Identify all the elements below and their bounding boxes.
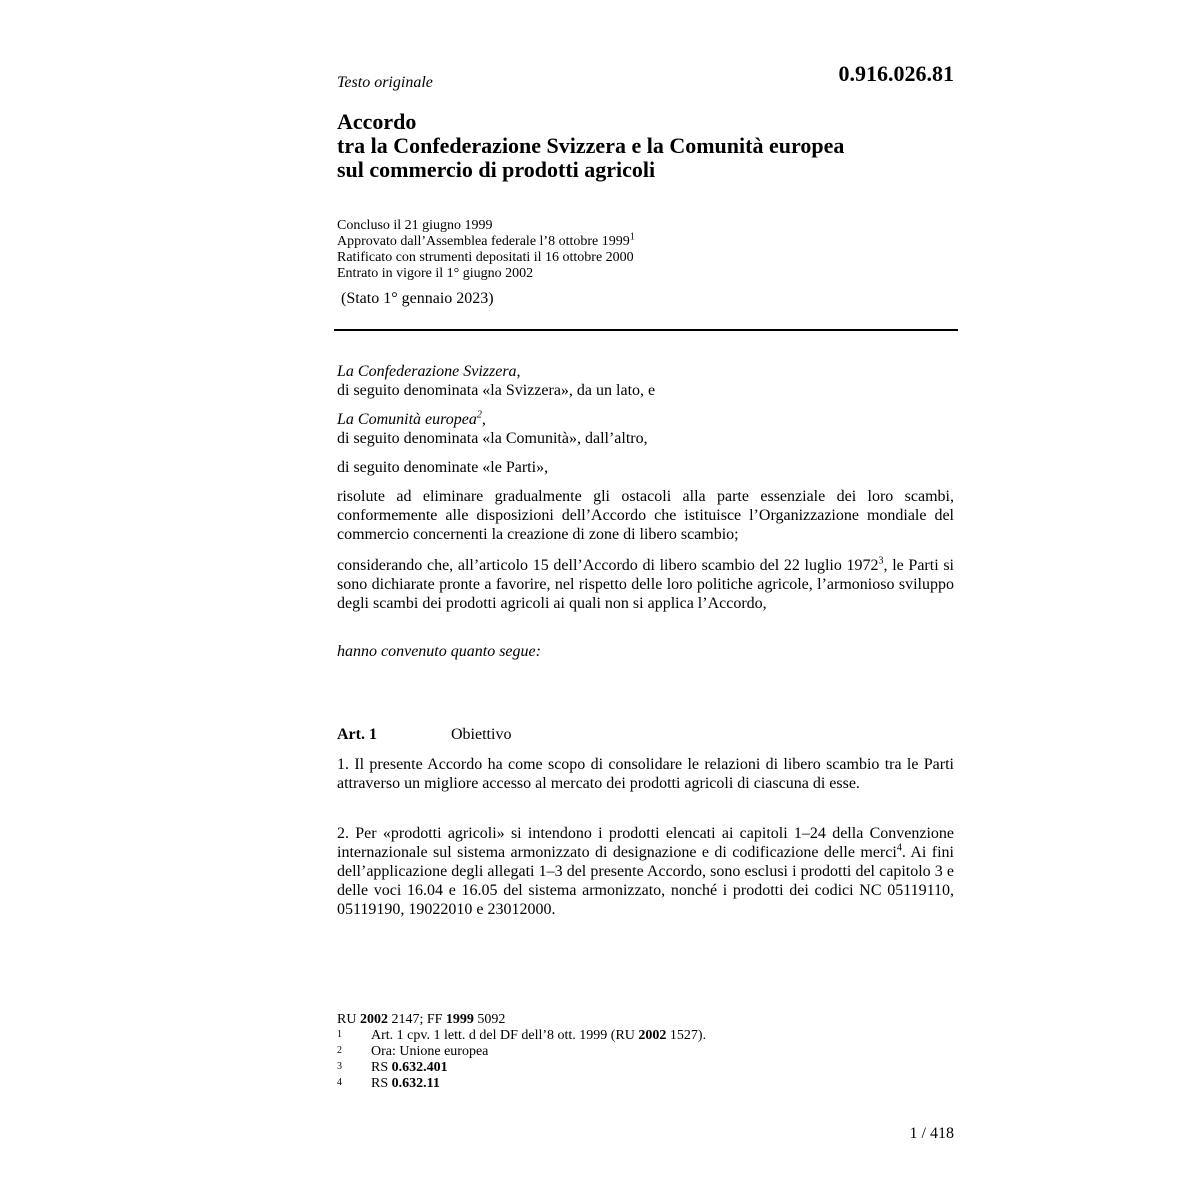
party-2 xyxy=(337,410,954,448)
agreed-clause: hanno convenuto quanto segue: xyxy=(337,643,541,660)
party-2-name: La Comunità europea$^2$, xyxy=(337,409,486,428)
title-line-2: tra la Confederazione Svizzera e la Comunità europea xyxy=(337,133,845,158)
resolved-clause: risolute ad eliminare gradualmente gli ostacoli alla parte essenziale dei loro scambi, conformemente alle disposizioni dell’Accordo che istituisce l’Organizzazione mondiale del commercio concernenti la creazione di zone di libero scambio; xyxy=(337,488,954,543)
footnote-4: 4 RS 0.632.11 xyxy=(337,1076,440,1091)
considering-clause: considerando che, all’articolo 15 dell’Accordo di libero scambio del 22 luglio 1972$^3$, le Parti si sono dichiarate pronte a favorire, nel rispetto delle loro politiche agricole, l’armonioso sviluppo degli scambi dei prodotti agricoli ai quali non si applica l’Accordo, xyxy=(337,555,955,612)
document-label: Testo originale xyxy=(337,74,433,91)
footnote-1: 1 Art. 1 cpv. 1 lett. d del DF dell’8 ott. 1999 (RU 2002 1527). xyxy=(337,1028,707,1043)
party-1 xyxy=(337,362,954,400)
footnotes xyxy=(337,1012,706,1092)
footnote-ref-4[interactable]: 4 xyxy=(896,842,902,854)
article-1-paragraph-1: 1. Il presente Accordo ha come scopo di consolidare le relazioni di libero scambio tra le Parti attraverso un migliore accesso al mercato dei prodotti agricoli di ciascuna di esse. xyxy=(337,756,954,792)
publication-reference: RU 2002 2147; FF 1999 5092 xyxy=(337,1012,506,1027)
article-1-heading xyxy=(337,726,511,744)
party-2-desc: di seguito denominata «la Comunità», dall’altro, xyxy=(337,430,648,447)
document-metadata xyxy=(337,218,635,282)
article-1-paragraph-2: 2. Per «prodotti agricoli» si intendono i prodotti elencati ai capitoli 1–24 della Convenzione internazionale sul sistema armonizzato di designazione e di codificazione delle merci$^4$. Ai fini dell’applicazione degli allegati 1–3 del presente Accordo, sono esclusi i prodotti del capitolo 3 e delle voci 16.04 e 16.05 del sistema armonizzato, nonché i prodotti dei codici NC 05119110, 05119190, 19022010 e 23012000. xyxy=(337,825,954,918)
page-number: 1 / 418 xyxy=(909,1125,954,1142)
footnote-ref-1[interactable]: 1 xyxy=(629,231,635,243)
footnote-ref-3[interactable]: 3 xyxy=(878,555,884,567)
footnote-3: 3 RS 0.632.401 xyxy=(337,1060,448,1075)
title-line-1: Accordo xyxy=(337,109,417,134)
party-1-name: La Confederazione Svizzera, xyxy=(337,363,521,380)
meta-state: (Stato 1° gennaio 2023) xyxy=(341,290,494,307)
parties-clause: di seguito denominate «le Parti», xyxy=(337,459,549,476)
footnote-ref-2[interactable]: 2 xyxy=(476,409,482,421)
footnote-2: 2 Ora: Unione europea xyxy=(337,1044,489,1059)
meta-in-force: Entrato in vigore il 1° giugno 2002 xyxy=(337,266,534,281)
party-1-desc: di seguito denominata «la Svizzera», da un lato, e xyxy=(337,382,656,399)
article-1-number: Art. 1 xyxy=(337,726,377,743)
article-1-title: Obiettivo xyxy=(451,726,512,743)
sr-number: 0.916.026.81 xyxy=(838,61,954,86)
title-line-3: sul commercio di prodotti agricoli xyxy=(337,157,656,182)
meta-concluded: Concluso il 21 giugno 1999 xyxy=(337,218,493,233)
meta-ratified: Ratificato con strumenti depositati il 16 ottobre 2000 xyxy=(337,250,634,265)
meta-approved: Approvato dall’Assemblea federale l’8 ottobre 1999$^1$ xyxy=(337,231,635,249)
document-title xyxy=(337,110,844,182)
header-divider xyxy=(334,329,958,331)
